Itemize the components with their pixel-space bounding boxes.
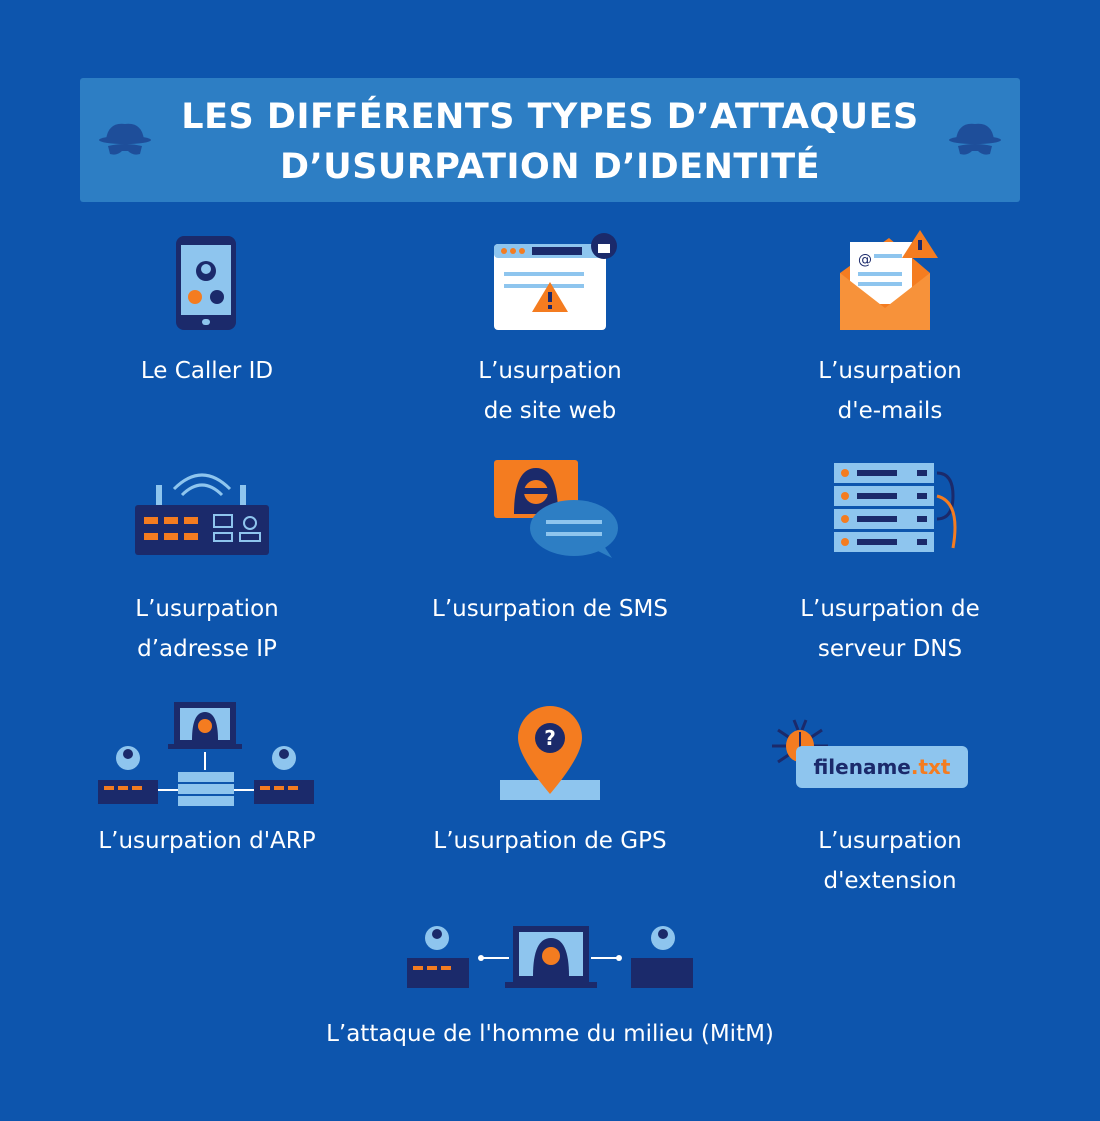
- item-label-arp: L’usurpation d'ARP: [98, 828, 316, 854]
- server-rack-icon: [833, 462, 965, 554]
- item-label-gps: L’usurpation de GPS: [433, 828, 667, 854]
- item-label-site-web: L’usurpation de site web: [478, 358, 622, 424]
- title-line-2: D’USURPATION D’IDENTITÉ: [279, 147, 821, 187]
- svg-text:?: ?: [544, 726, 556, 750]
- file-badge-name: filename: [813, 755, 911, 779]
- svg-text:@: @: [858, 252, 872, 268]
- item-label-sms: L’usurpation de SMS: [432, 596, 668, 622]
- envelope-warning-icon: [838, 228, 940, 332]
- network-hacker-icon: [96, 700, 318, 808]
- router-icon: [134, 455, 270, 557]
- file-badge: [796, 746, 968, 788]
- item-label-extension: L’usurpation d'extension: [818, 828, 962, 894]
- bug-file-icon: [768, 712, 972, 792]
- map-pin-icon: [498, 706, 602, 802]
- browser-warning-icon: [492, 232, 620, 332]
- title-banner: [80, 78, 1020, 202]
- hacker-chat-icon: [492, 458, 618, 560]
- item-label-dns: L’usurpation de serveur DNS: [800, 596, 980, 662]
- title-line-1: LES DIFFÉRENTS TYPES D’ATTAQUES: [181, 97, 919, 137]
- page-title: [80, 92, 1020, 192]
- man-in-the-middle-icon: [405, 924, 697, 992]
- item-label-emails: L’usurpation d'e-mails: [818, 358, 962, 424]
- file-badge-ext: .txt: [910, 755, 951, 779]
- item-label-mitm: L’attaque de l'homme du milieu (MitM): [326, 1021, 774, 1047]
- phone-icon: [175, 235, 237, 331]
- item-label-adresse-ip: L’usurpation d’adresse IP: [135, 596, 279, 662]
- item-label-caller-id: Le Caller ID: [140, 358, 274, 384]
